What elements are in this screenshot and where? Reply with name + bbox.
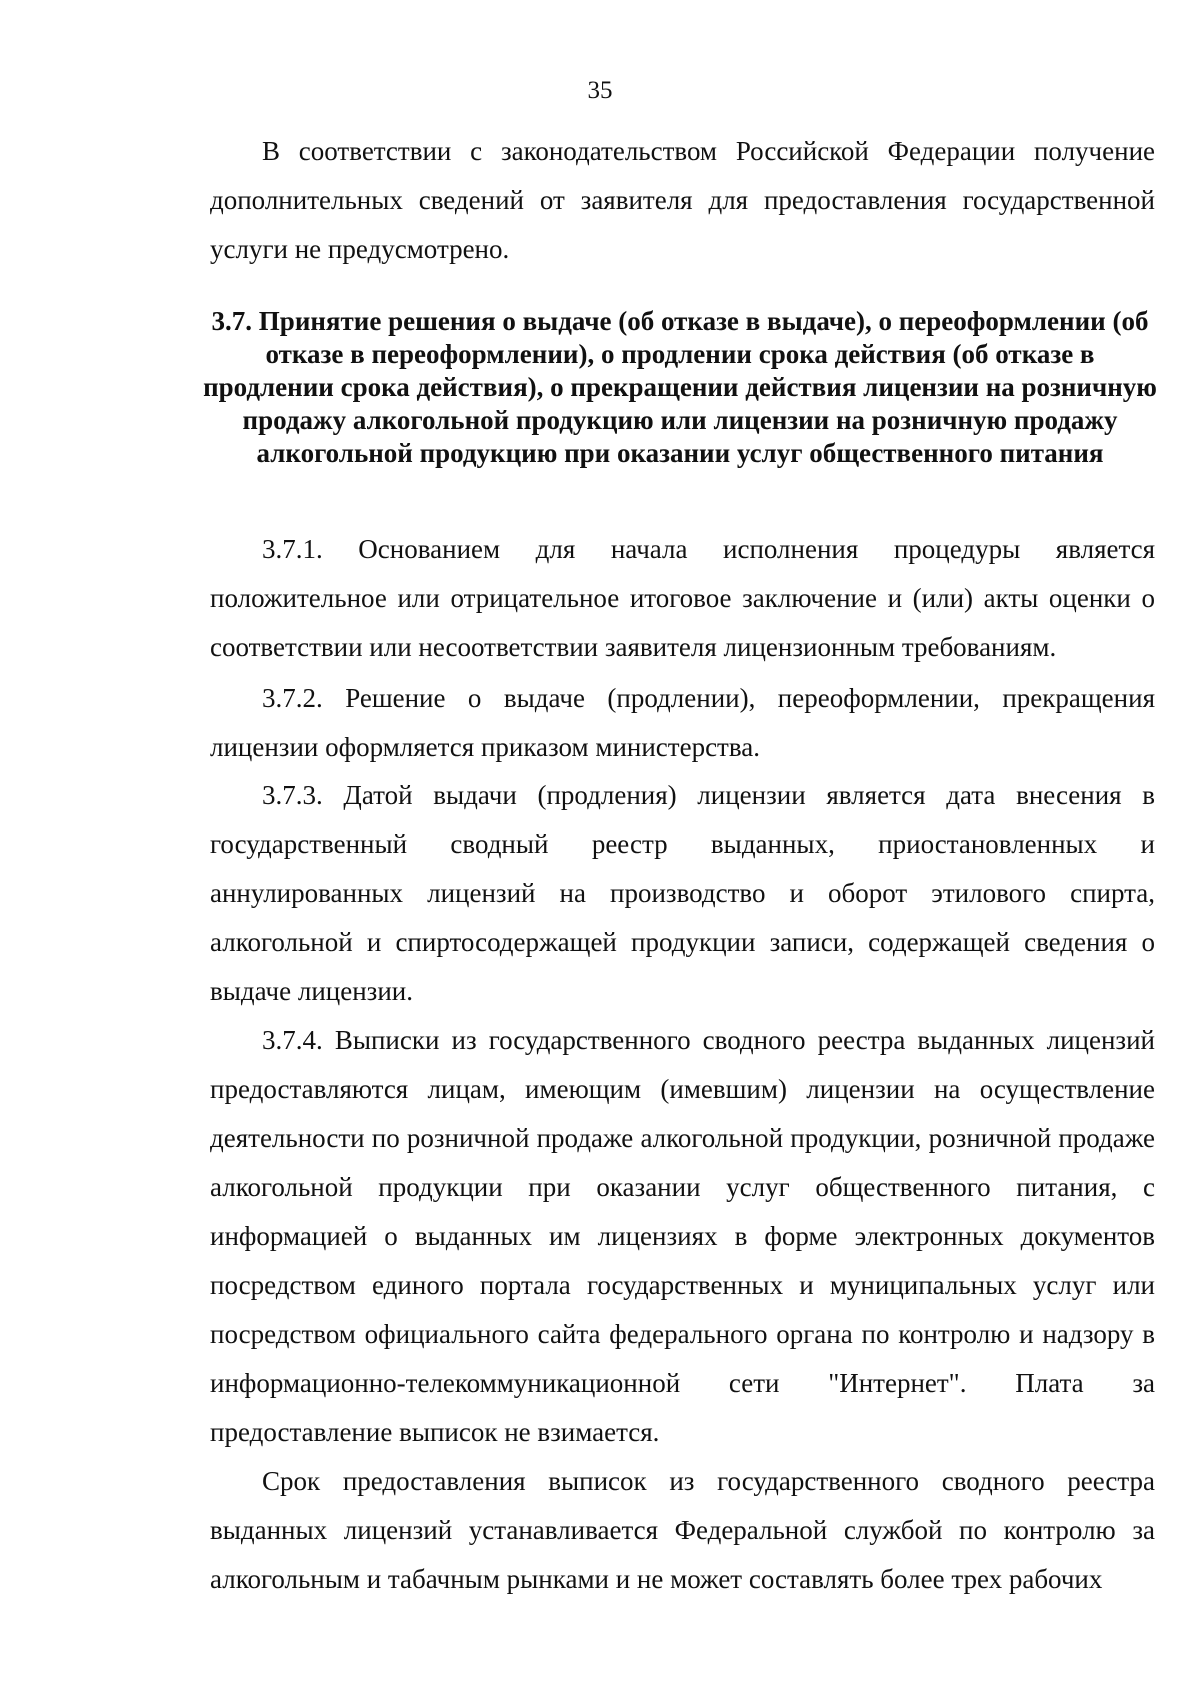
paragraph-3-7-3: 3.7.3. Датой выдачи (продления) лицензии является дата внесения в государственный сводный реестр выданных, приостановленных и аннулированных лицензий на производство и оборот этилового спирта, алкогольной и спиртосодержащей продукции записи, содержащей сведения о выдаче лицензии.: [210, 780, 1155, 1006]
page-number: 35: [587, 77, 613, 104]
paragraph-term: Срок предоставления выписок из государственного сводного реестра выданных лицензий устанавливается Федеральной службой по контролю за алкогольным и табачным рынками и не может составлять более трех рабочих: [210, 1466, 1155, 1594]
section-heading-3-7: 3.7. Принятие решения о выдаче (об отказе в выдаче), о переоформлении (об отказе в переоформлении), о продлении срока действия (об отказе в продлении срока действия), о прекращении действия лицензии на розничную продажу алкогольной продукцию или лицензии на розничную продажу алкогольной продукцию при оказании услуг общественного питания: [203, 306, 1157, 468]
paragraph-3-7-1: 3.7.1. Основанием для начала исполнения процедуры является положительное или отрицательное итоговое заключение и (или) акты оценки о соответствии или несоответствии заявителя лицензионным требованиям.: [210, 534, 1155, 662]
paragraph-intro: В соответствии с законодательством Российской Федерации получение дополнительных сведений от заявителя для предоставления государственной услуги не предусмотрено.: [210, 136, 1155, 264]
paragraph-3-7-4: 3.7.4. Выписки из государственного сводного реестра выданных лицензий предоставляются лицам, имеющим (имевшим) лицензии на осуществление деятельности по розничной продаже алкогольной продукции, розничной продаже алкогольной продукции при оказании услуг общественного питания, с информацией о выданных им лицензиях в форме электронных документов посредством единого портала государственных и муниципальных услуг или посредством официального сайта федерального органа по контролю и надзору в информационно-телекоммуникационной сети "Интернет". Плата за предоставление выписок не взимается.: [210, 1025, 1155, 1447]
paragraph-3-7-2: 3.7.2. Решение о выдаче (продлении), переоформлении, прекращения лицензии оформляется приказом министерства.: [210, 683, 1155, 762]
